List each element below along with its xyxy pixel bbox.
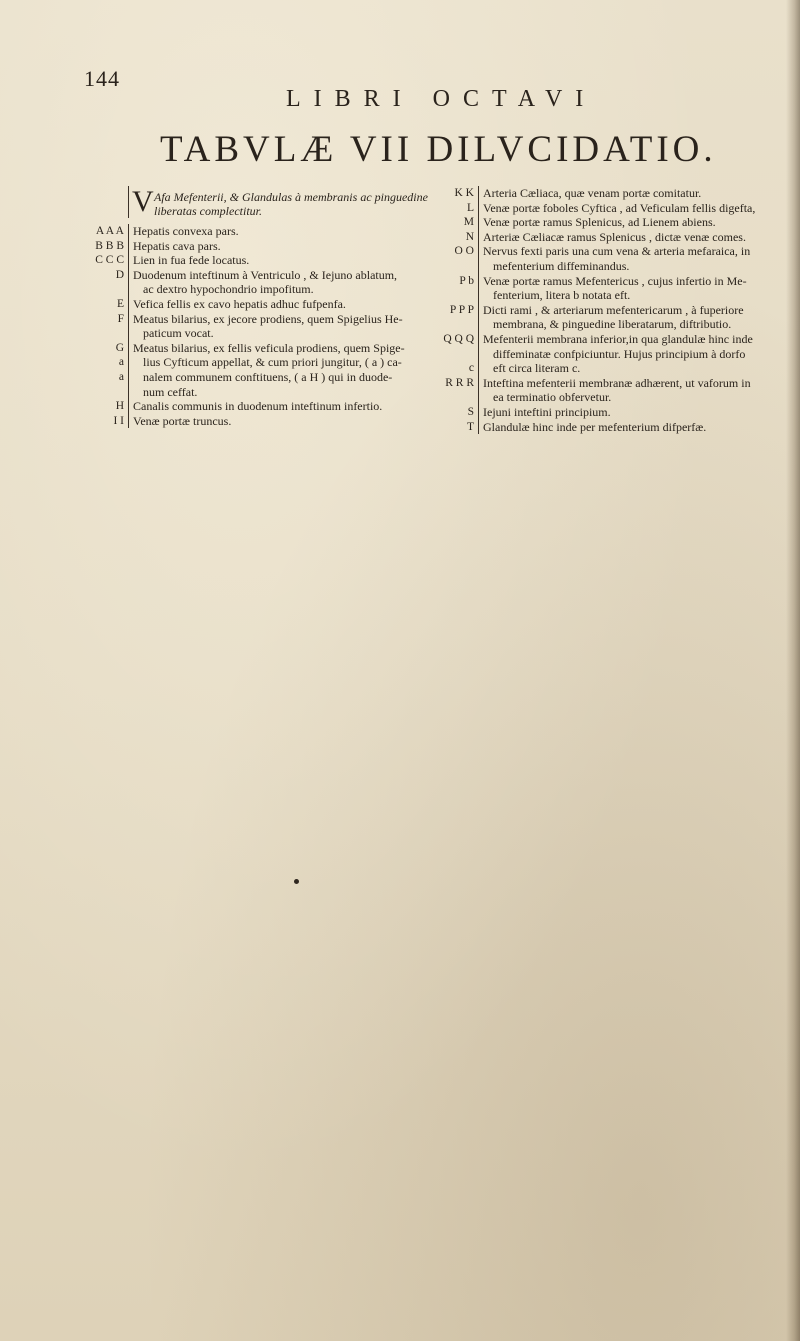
entry-label: P b xyxy=(459,274,474,287)
entry-text: Nervus fexti paris una cum vena & arteria mefaraica, in mefenterium diffeminandus. xyxy=(478,244,772,273)
legend-entry xyxy=(70,341,428,356)
entry-label: Q Q Q xyxy=(443,332,474,345)
entry-label: D xyxy=(115,268,124,281)
legend-entry xyxy=(422,405,772,420)
legend-entry xyxy=(422,215,772,230)
entry-text: nalem communem conftituens, ( a H ) qui in duode- num ceffat. xyxy=(128,370,428,399)
entry-text: Meatus bilarius, ex jecore prodiens, quem Spigelius He- paticum vocat. xyxy=(128,312,428,341)
legend-entry xyxy=(70,239,428,254)
entry-text: Arteria Cæliaca, quæ venam portæ comitatur. xyxy=(478,186,772,201)
page-spine-shadow xyxy=(786,0,800,1341)
running-head: LIBRI OCTAVI xyxy=(286,86,597,112)
entry-text: Dicti rami , & arteriarum mefentericarum , à fuperiore membrana, & pinguedine liberatarum, diftributio. xyxy=(478,303,772,332)
entry-label: T xyxy=(466,420,474,433)
entry-text: Mefenterii membrana inferior,in qua glandulæ hinc inde diffeminatæ confpiciuntur. Hujus principium à dorfo xyxy=(478,332,772,361)
entry-text: lius Cyfticum appellat, & cum priori jungitur, ( a ) ca- xyxy=(128,355,428,370)
entry-text: Hepatis convexa pars. xyxy=(128,224,428,239)
entry-text: Hepatis cava pars. xyxy=(128,239,428,254)
entry-label: A A A xyxy=(95,225,124,237)
entry-label: c xyxy=(468,362,474,375)
entry-text: Lien in fua fede locatus. xyxy=(128,253,428,268)
legend-entry xyxy=(422,186,772,201)
legend-entry xyxy=(70,297,428,312)
legend-entry xyxy=(422,230,772,245)
legend-entry xyxy=(422,332,772,361)
legend-entry xyxy=(70,224,428,239)
entry-label: I I xyxy=(113,414,124,427)
entry-label: P P P xyxy=(449,303,474,316)
entry-label: R R R xyxy=(445,376,474,389)
entry-label: B B B xyxy=(95,239,124,252)
entry-text: Canalis communis in duodenum inteftinum infertio. xyxy=(128,399,428,414)
legend-entry xyxy=(422,376,772,405)
dropcap-letter: V xyxy=(132,185,154,218)
entry-label: a xyxy=(118,370,124,383)
legend-entry xyxy=(70,268,428,297)
entry-text: Vefica fellis ex cavo hepatis adhuc fufpenfa. xyxy=(128,297,428,312)
entry-label: a xyxy=(118,356,124,369)
legend-entry xyxy=(70,370,428,399)
legend-entry xyxy=(70,355,428,370)
entry-text: Meatus bilarius, ex fellis veficula prodiens, quem Spige- xyxy=(128,341,428,356)
legend-entry xyxy=(422,201,772,216)
legend-entry xyxy=(70,253,428,268)
entry-label: M xyxy=(463,216,474,229)
entry-text: Glandulæ hinc inde per mefenterium difperfæ. xyxy=(478,420,772,435)
legend-entry xyxy=(70,312,428,341)
legend-entry xyxy=(422,420,772,435)
entry-text: Venæ portæ truncus. xyxy=(128,414,428,429)
page-number: 144 xyxy=(84,66,120,91)
left-heading xyxy=(128,186,428,218)
ink-dot-mark xyxy=(294,879,299,884)
entry-text: Iejuni inteftini principium. xyxy=(478,405,772,420)
right-column xyxy=(422,186,772,434)
legend-entry xyxy=(422,303,772,332)
entry-label: N xyxy=(465,230,474,243)
entry-label: C C C xyxy=(95,254,124,267)
entry-label: L xyxy=(466,201,474,214)
entry-text: Arteriæ Cæliacæ ramus Splenicus , dictæ venæ comes. xyxy=(478,230,772,245)
entry-label: S xyxy=(467,405,474,418)
legend-entry xyxy=(422,274,772,303)
entry-label: F xyxy=(117,312,124,325)
entry-label: H xyxy=(115,400,124,413)
legend-entry xyxy=(70,414,428,429)
entry-label: O O xyxy=(454,245,474,258)
left-column xyxy=(70,186,428,428)
entry-text: Inteftina mefenterii membranæ adhærent, ut vaforum in ea terminatio obfervetur. xyxy=(478,376,772,405)
entry-label: G xyxy=(115,341,124,354)
left-heading-text: Afa Mefenterii, & Glandulas à membranis ac pinguedine liberatas complectitur. xyxy=(154,190,428,218)
page-title: TABVLÆ VII DILVCIDATIO. xyxy=(160,129,717,170)
legend-entry xyxy=(70,399,428,414)
entry-text: Duodenum inteftinum à Ventriculo , & Iejuno ablatum, ac dextro hypochondrio impofitum. xyxy=(128,268,428,297)
entry-label: E xyxy=(116,297,124,310)
entry-label: K K xyxy=(454,187,474,199)
entry-text: Venæ portæ ramus Splenicus, ad Lienem abiens. xyxy=(478,215,772,230)
entry-text: Venæ portæ foboles Cyftica , ad Veficulam fellis digefta, xyxy=(478,201,772,216)
legend-entry xyxy=(422,244,772,273)
entry-text: Venæ portæ ramus Mefentericus , cujus infertio in Me- fenterium, litera b notata eft. xyxy=(478,274,772,303)
legend-entry xyxy=(422,361,772,376)
entry-text: eft circa literam c. xyxy=(478,361,772,376)
